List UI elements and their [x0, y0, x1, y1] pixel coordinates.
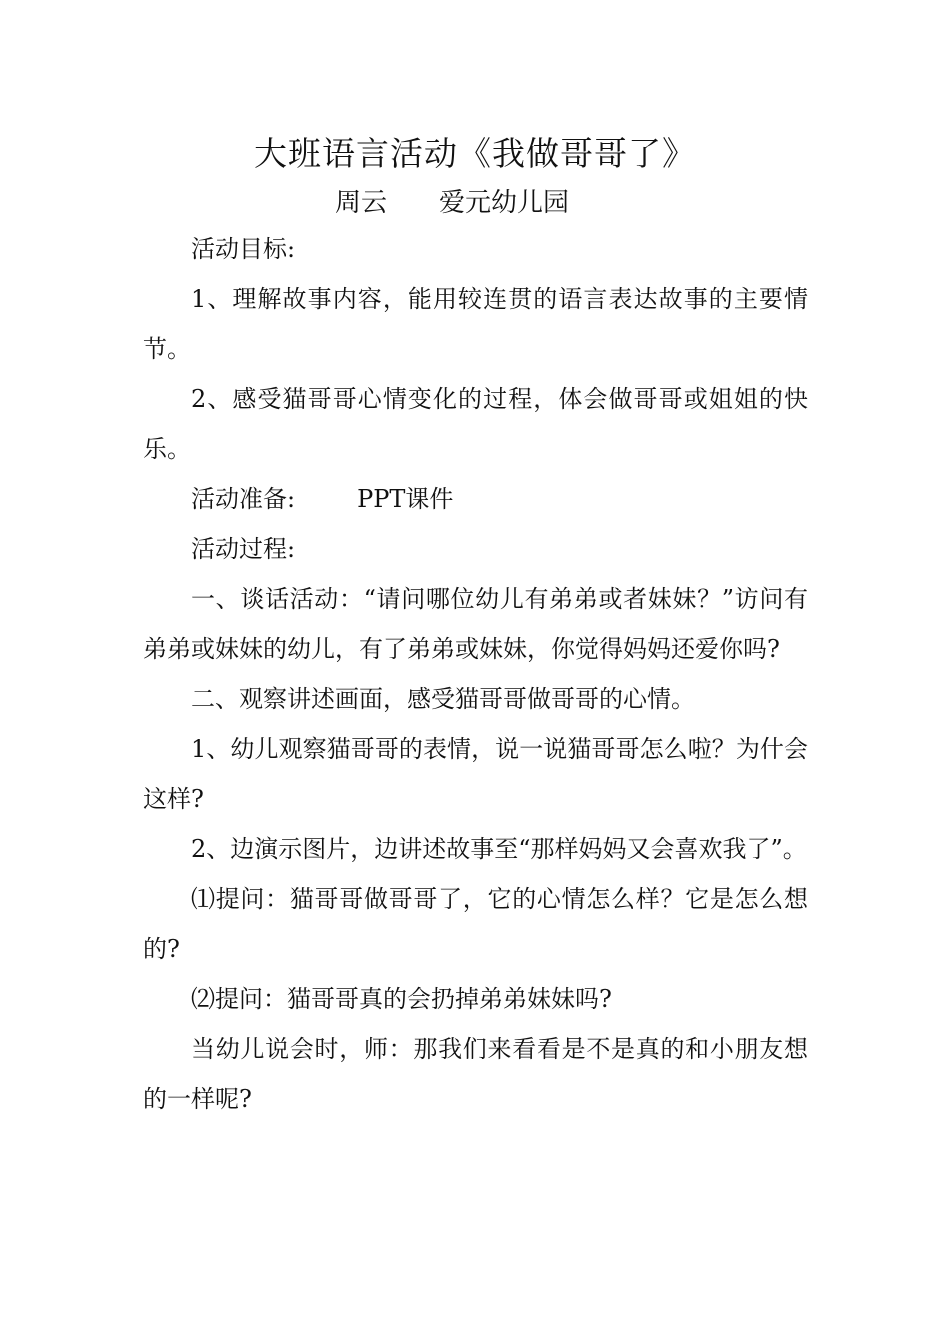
heading-objectives: 活动目标: [191, 235, 296, 263]
process-step-1: 一、谈话活动：“请问哪位幼儿有弟弟或者妹妹？”访问有弟弟或妹妹的幼儿，有了弟弟或妹妹，你觉得妈妈还爱你吗? [143, 585, 808, 663]
preparation-value: PPT课件 [357, 485, 454, 513]
process-step-2-item-1: 1、幼儿观察猫哥哥的表情，说一说猫哥哥怎么啦？为什会这样? [143, 735, 808, 813]
objective-1: 1、理解故事内容，能用较连贯的语言表达故事的主要情节。 [143, 285, 808, 363]
teacher-response: 当幼儿说会时，师：那我们来看看是不是真的和小朋友想的一样呢? [143, 1035, 808, 1113]
author-name: 周云 [335, 188, 388, 218]
heading-process: 活动过程: [191, 535, 296, 563]
document-title: 大班语言活动《我做哥哥了》 [254, 134, 696, 173]
question-2: ⑵提问：猫哥哥真的会扔掉弟弟妹妹吗? [191, 985, 612, 1013]
author-line [335, 182, 569, 219]
process-step-2: 二、观察讲述画面，感受猫哥哥做哥哥的心情。 [191, 685, 695, 713]
heading-preparation: 活动准备: [191, 485, 296, 513]
process-step-2-item-2: 2、边演示图片，边讲述故事至“那样妈妈又会喜欢我了”。 [191, 835, 807, 863]
preparation-line [143, 474, 808, 524]
objective-2: 2、感受猫哥哥心情变化的过程，体会做哥哥或姐姐的快乐。 [143, 385, 808, 463]
question-1: ⑴提问：猫哥哥做哥哥了，它的心情怎么样？它是怎么想的? [143, 885, 808, 963]
school-name: 爱元幼儿园 [439, 188, 570, 218]
document-body [143, 224, 808, 1124]
